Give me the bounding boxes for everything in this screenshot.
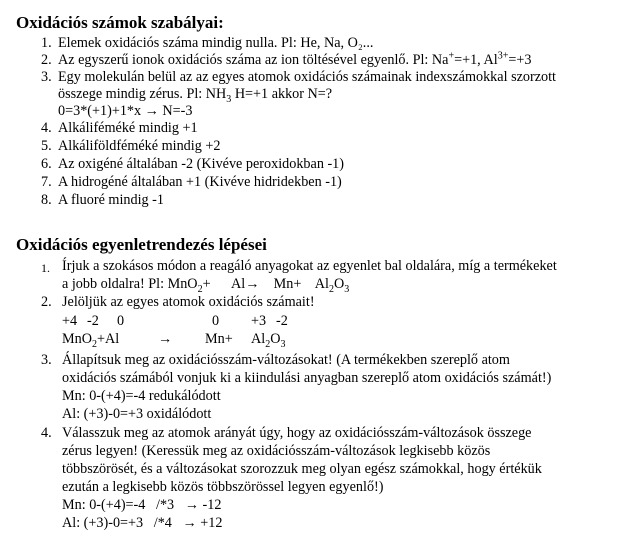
step-2-line-1: Jelöljük az egyes atomok oxidációs számait! bbox=[62, 294, 315, 310]
rule-3-line-3: 0=3*(+1)+1*x → N=-3 bbox=[58, 103, 193, 119]
step-3-line-2: oxidációs számából vonjuk ki a kiindulási anyagban szereplő atom oxidációs számát!) bbox=[62, 370, 552, 386]
rule-6: Az oxigéné általában -2 (Kivéve peroxidokban -1) bbox=[58, 156, 345, 172]
oxidation-number-o: -2 bbox=[87, 313, 99, 329]
rule-8: A fluoré mindig -1 bbox=[58, 192, 164, 208]
list-number: 1. bbox=[41, 35, 52, 51]
step-1-line-2: a jobb oldalra! Pl: MnO$_2$+ Al→ Mn+ $Al_2O_3$ bbox=[62, 276, 350, 295]
step-3-line-1: Állapítsuk meg az oxidációsszám-változásokat! (A termékekben szereplő atom bbox=[62, 352, 510, 368]
list-number: 3. bbox=[41, 352, 52, 368]
reaction-arrow: → bbox=[158, 331, 173, 347]
oxidation-number-mn: +4 bbox=[62, 313, 78, 329]
list-number: 4. bbox=[41, 120, 52, 136]
oxidation-number-mn-product: 0 bbox=[212, 313, 220, 329]
step-2-equation-mn: Mn+ bbox=[205, 331, 233, 347]
step-4-line-1: Válasszuk meg az atomok arányát úgy, hogy az oxidációsszám-változások összege bbox=[62, 425, 532, 441]
step-4-line-6: Al: (+3)-0=+3 /*4 → +12 bbox=[62, 515, 223, 531]
step-4-line-4: ezután a legkisebb közös többszörössel legyen egyenlő!) bbox=[62, 479, 384, 495]
list-number: 7. bbox=[41, 174, 52, 190]
step-4-line-3: többszörösét, és a változásokat szorozzuk meg olyan egész számokkal, hogy értékük bbox=[62, 461, 542, 477]
step-4-line-5: Mn: 0-(+4)=-4 /*3 → -12 bbox=[62, 497, 222, 513]
list-number: 6. bbox=[41, 156, 52, 172]
rule-3-line-1: Egy molekulán belül az az egyes atomok oxidációs számainak indexszámokkal szorzott bbox=[58, 69, 556, 85]
step-1-line-1: Írjuk a szokásos módon a reagáló anyagokat az egyenlet bal oldalára, míg a termékeket bbox=[62, 258, 557, 274]
section-title-balancing-steps: Oxidációs egyenletrendezés lépései bbox=[16, 235, 267, 254]
step-4-line-2: zérus legyen! (Keressük meg az oxidációsszám-változások legkisebb közös bbox=[62, 443, 491, 459]
list-number: 8. bbox=[41, 192, 52, 208]
rule-3-line-2: összege mindig zérus. Pl: $NH_3$ H=+1 akkor N=? bbox=[58, 86, 333, 105]
oxidation-number-al: 0 bbox=[117, 313, 125, 329]
rule-5: Alkáliföldféméké mindig +2 bbox=[58, 138, 221, 154]
list-number: 2. bbox=[41, 294, 52, 310]
step-3-line-3: Mn: 0-(+4)=-4 redukálódott bbox=[62, 388, 221, 404]
list-number: 3. bbox=[41, 69, 52, 85]
section-title-oxidation-rules: Oxidációs számok szabályai: bbox=[16, 13, 224, 32]
list-number: 2. bbox=[41, 52, 52, 68]
rule-7: A hidrogéné általában +1 (Kivéve hidridekben -1) bbox=[58, 174, 342, 190]
oxidation-number-al-product: +3 bbox=[251, 313, 267, 329]
step-2-equation-al2o3: $Al_2O_3$ bbox=[251, 331, 286, 350]
rule-2: Az egyszerű ionok oxidációs száma az ion töltésével egyenlő. Pl: Na+=+1, $Al^{3+}=+3$ bbox=[58, 50, 532, 68]
list-number: 1. bbox=[41, 261, 50, 275]
rule-1: Elemek oxidációs száma mindig nulla. Pl: He, Na, O₂... bbox=[58, 35, 374, 51]
step-2-equation-left: MnO$_2$+Al bbox=[62, 331, 120, 350]
oxidation-number-o-product: -2 bbox=[276, 313, 288, 329]
list-number: 4. bbox=[41, 425, 52, 441]
step-3-line-4: Al: (+3)-0=+3 oxidálódott bbox=[62, 406, 212, 422]
list-number: 5. bbox=[41, 138, 52, 154]
rule-4: Alkáliféméké mindig +1 bbox=[58, 120, 198, 136]
